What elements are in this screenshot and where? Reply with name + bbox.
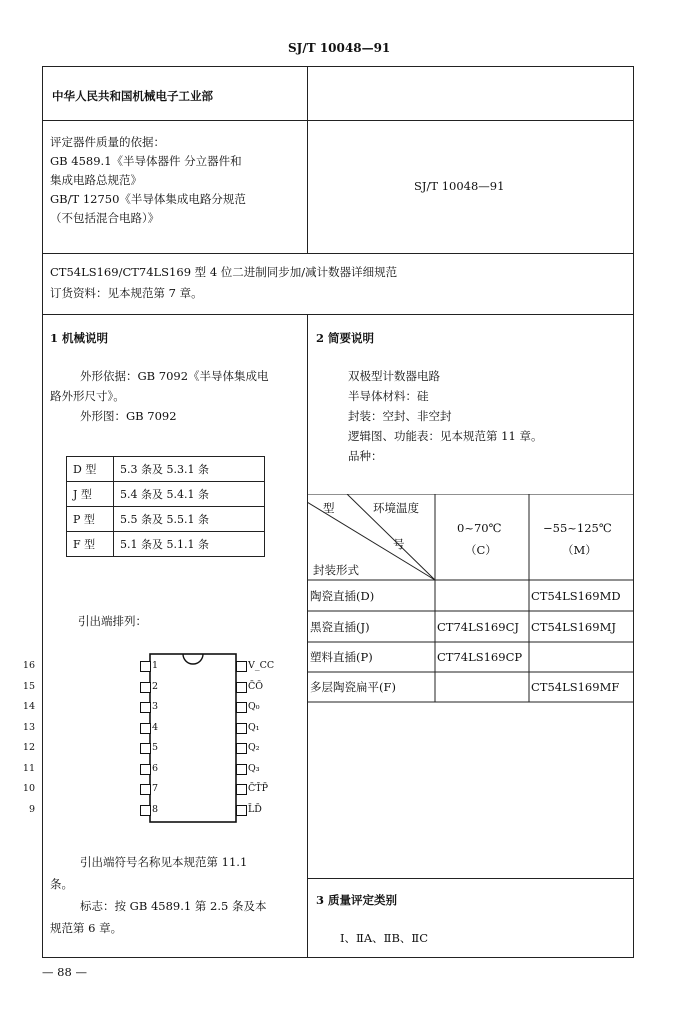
- part-c: CT74LS169CP: [437, 650, 523, 664]
- note-line: 标志：按 GB 4589.1 第 2.5 条及本: [80, 899, 267, 913]
- sec2-line: 双极型计数器电路: [348, 369, 440, 383]
- basis-line: 评定器件质量的依据：: [50, 135, 165, 149]
- pin-box: [236, 682, 247, 693]
- sec2-line: 封装：空封、非空封: [348, 409, 452, 423]
- pin-box: [140, 784, 151, 795]
- frame-left: [42, 66, 43, 957]
- note-line: 规范第 6 章。: [50, 921, 123, 935]
- col1-temp: 0~70℃: [457, 521, 502, 535]
- pin-number-left: 3: [152, 701, 159, 712]
- row-sep-3: [42, 314, 634, 315]
- ic-pinout-diagram: [22, 650, 288, 830]
- sec1-line: 路外形尺寸》。: [50, 389, 125, 403]
- pin-box: [236, 764, 247, 775]
- sec1-line: 外形依据：GB 7092《半导体集成电: [80, 369, 269, 383]
- row-sep-2: [42, 253, 634, 254]
- pin-label-right: Q₃: [248, 762, 260, 774]
- pin-number-right: 11: [22, 762, 35, 774]
- hdr-env: 环境温度: [373, 501, 419, 515]
- outline-ref: 5.4 条及 5.4.1 条: [114, 482, 265, 507]
- table-row: [67, 457, 265, 482]
- sec3-value: Ⅰ、ⅡA、ⅡB、ⅡC: [340, 931, 429, 945]
- part-m: CT54LS169MJ: [531, 620, 616, 634]
- pkg-name: 塑料直插(P): [310, 650, 373, 664]
- part-m: CT54LS169MD: [531, 589, 621, 603]
- pin-arrangement-title: 引出端排列：: [78, 614, 147, 628]
- sec3-title: 3 质量评定类别: [316, 893, 398, 907]
- pkg-name: 多层陶瓷扁平(F): [310, 680, 396, 694]
- pin-label-right: L̄D̄: [248, 803, 262, 815]
- outline-type: P 型: [67, 507, 114, 532]
- frame-bottom: [42, 957, 634, 958]
- col1-grade: （C）: [465, 543, 497, 557]
- pin-box: [140, 723, 151, 734]
- pin-label-right: Q₂: [248, 742, 260, 753]
- pin-number-right: 12: [22, 742, 35, 753]
- basis-line: 集成电路总规范》: [50, 173, 142, 187]
- outline-ref: 5.3 条及 5.3.1 条: [114, 457, 265, 482]
- pin-number-left: 1: [152, 660, 159, 671]
- frame-top: [42, 66, 634, 67]
- order-info: 订货资料：见本规范第 7 章。: [50, 286, 203, 300]
- sec2-line: 品种：: [348, 449, 383, 463]
- pin-label-right: Q₀: [248, 701, 260, 712]
- basis-line: GB/T 12750《半导体集成电路分规范: [50, 192, 246, 206]
- pin-label-right: C̄T̄P̄: [248, 783, 268, 794]
- pin-number-left: 7: [152, 783, 159, 794]
- pin-number-left: 4: [152, 721, 159, 733]
- pin-box: [236, 805, 247, 816]
- pin-box: [236, 723, 247, 734]
- outline-type: J 型: [67, 482, 114, 507]
- pin-box: [236, 784, 247, 795]
- outline-ref: 5.1 条及 5.1.1 条: [114, 532, 265, 557]
- pin-number-left: 8: [152, 803, 159, 815]
- sec2-line: 半导体材料：硅: [348, 389, 429, 403]
- note-line: 引出端符号名称见本规范第 11.1: [80, 855, 248, 869]
- pin-box: [140, 702, 151, 713]
- outline-type: D 型: [67, 457, 114, 482]
- outline-type: F 型: [67, 532, 114, 557]
- part-c: CT74LS169CJ: [437, 620, 519, 634]
- row-sep-sec3: [307, 878, 634, 879]
- pin-number-right: 16: [22, 660, 35, 671]
- row-sep-1: [42, 120, 634, 121]
- page-header-code: SJ/T 10048—91: [288, 41, 391, 55]
- pin-label-right: Q₁: [248, 721, 260, 733]
- table-row: [67, 507, 265, 532]
- table-row: [67, 482, 265, 507]
- table-row: [67, 532, 265, 557]
- spec-title: CT54LS169/CT74LS169 型 4 位二进制同步加/减计数器详细规范: [50, 265, 398, 279]
- variety-table: [307, 494, 633, 706]
- sec2-title: 2 简要说明: [316, 331, 375, 345]
- pin-label-right: C̄Ō: [248, 680, 264, 692]
- hdr-type: 型: [323, 501, 335, 515]
- col2-grade: （M）: [562, 543, 597, 557]
- outline-ref: 5.5 条及 5.5.1 条: [114, 507, 265, 532]
- pin-number-right: 9: [28, 803, 35, 815]
- pin-box: [236, 661, 247, 672]
- hdr-pkg: 封装形式: [313, 563, 359, 577]
- basis-line: （不包括混合电路）》: [50, 211, 160, 225]
- pin-number-right: 15: [22, 680, 35, 692]
- std-code: SJ/T 10048—91: [414, 179, 505, 193]
- pin-box: [236, 743, 247, 754]
- part-m: CT54LS169MF: [531, 680, 620, 694]
- pkg-name: 陶瓷直插(D): [310, 589, 375, 603]
- pin-number-left: 5: [152, 742, 159, 753]
- pin-number-right: 10: [22, 783, 35, 794]
- pin-box: [140, 764, 151, 775]
- page-number: — 88 —: [42, 965, 87, 979]
- pin-number-right: 14: [22, 701, 35, 712]
- outline-table: [66, 456, 265, 557]
- hdr-num: 号: [393, 537, 405, 551]
- pkg-name: 黑瓷直插(J): [310, 620, 370, 634]
- note-line: 条。: [50, 877, 73, 891]
- pin-label-right: V_CC: [248, 660, 275, 671]
- frame-right: [633, 66, 634, 957]
- pin-box: [236, 702, 247, 713]
- sec1-title: 1 机械说明: [50, 331, 109, 345]
- basis-line: GB 4589.1《半导体器件 分立器件和: [50, 154, 242, 168]
- pin-box: [140, 743, 151, 754]
- pin-number-left: 6: [152, 762, 159, 774]
- pin-box: [140, 805, 151, 816]
- pin-box: [140, 682, 151, 693]
- sec2-line: 逻辑图、功能表：见本规范第 11 章。: [348, 429, 543, 443]
- sec1-line: 外形图：GB 7092: [80, 409, 177, 423]
- col-sep-upper: [307, 66, 308, 253]
- col2-temp: −55~125℃: [543, 521, 612, 535]
- pin-number-left: 2: [152, 680, 159, 692]
- pin-number-right: 13: [22, 721, 35, 733]
- pin-box: [140, 661, 151, 672]
- ministry-name: 中华人民共和国机械电子工业部: [52, 89, 213, 103]
